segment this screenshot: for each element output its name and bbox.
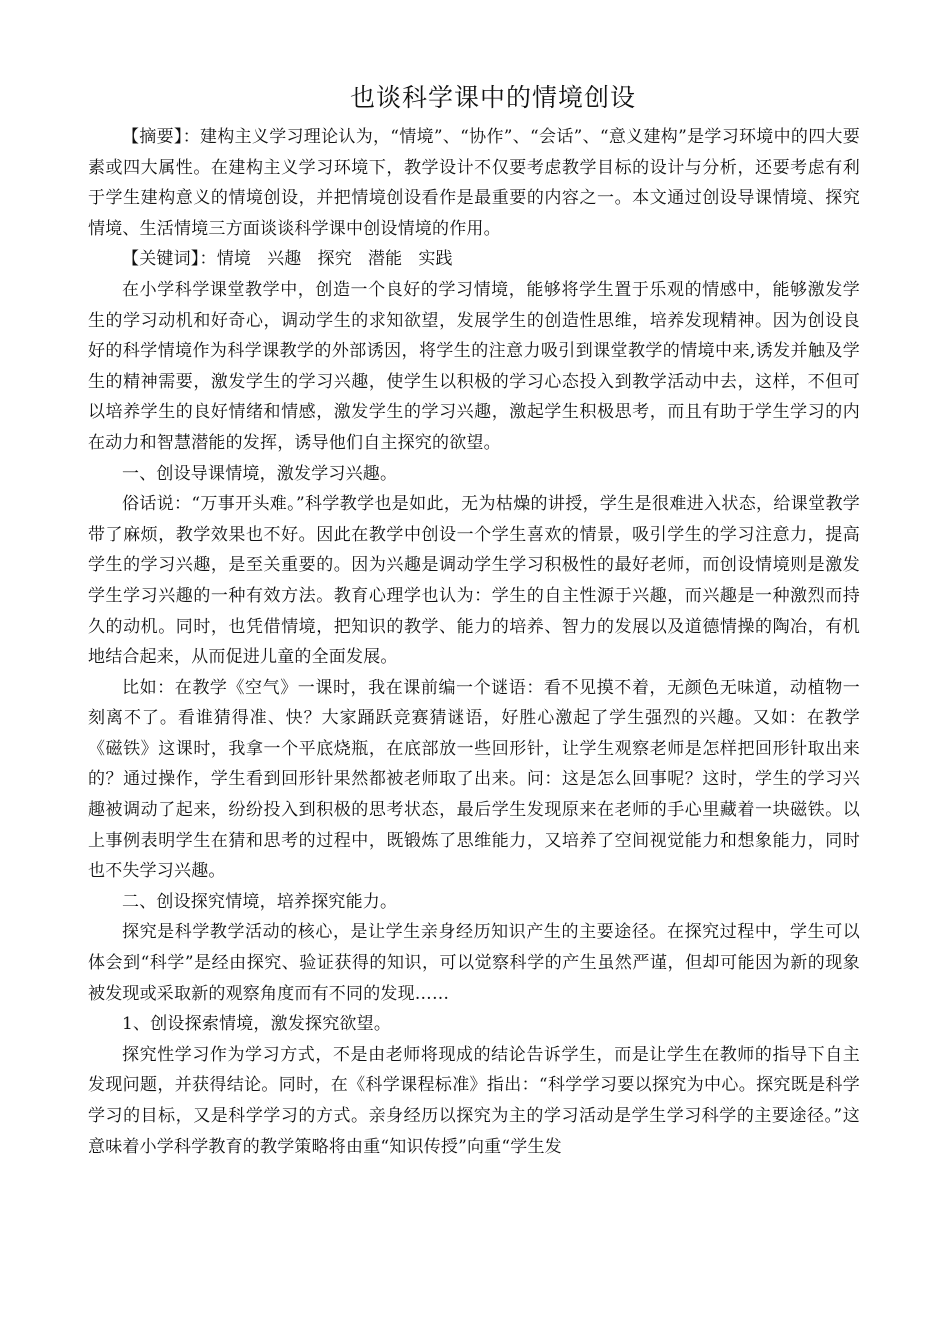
subsection-heading: 1、创设探索情境，激发探究欲望。	[122, 1014, 392, 1035]
keyword: 探究	[317, 249, 352, 270]
document-page	[88, 76, 860, 1162]
body-paragraph: 在小学科学课堂教学中，创造一个良好的学习情境，能够将学生置于乐观的情感中，能够激发学生的学习动机和好奇心，调动学生的求知欲望，发展学生的创造性思维，培养发现精神。因为创设良好的科学情境作为科学课教学的外部诱因，将学生的注意力吸引到课堂教学的情境中来,诱发并触及学生的精神需要，激发学生的学习兴趣，使学生以积极的学习心态投入到教学活动中去，这样，不但可以培养学生的良好情绪和情感，激发学生的学习兴趣，激起学生积极思考，而且有助于学生学习的内在动力和智慧潜能的发挥，诱导他们自主探究的欲望。	[88, 279, 860, 453]
keyword: 情境	[216, 249, 252, 270]
section-heading: 一、创设导课情境，激发学习兴趣。	[122, 463, 398, 484]
keywords-line	[88, 244, 860, 275]
body-paragraph: 比如：在教学《空气》一课时，我在课前编一个谜语：看不见摸不着，无颜色无味道，动植物一刻离不了。看谁猜得准、快？大家踊跃竞赛猜谜语，好胜心激起了学生强烈的兴趣。又如：在教学《磁铁》这课时，我拿一个平底烧瓶，在底部放一些回形针，让学生观察老师是怎样把回形针取出来的？通过操作，学生看到回形针果然都被老师取了出来。问：这是怎么回事呢？这时，学生的学习兴趣被调动了起来，纷纷投入到积极的思考状态，最后学生发现原来在老师的手心里藏着一块磁铁。以上事例表明学生在猜和思考的过程中，既锻炼了思维能力，又培养了空间视觉能力和想象能力，同时也不失学习兴趣。	[88, 677, 860, 882]
body-paragraph: 探究是科学教学活动的核心，是让学生亲身经历知识产生的主要途径。在探究过程中，学生可以体会到“科学”是经由探究、验证获得的知识，可以觉察科学的产生虽然严谨，但却可能因为新的现象被发现或采取新的观察角度而有不同的发现……	[88, 922, 860, 1004]
body-paragraph: 俗话说：“万事开头难。”科学教学也是如此，无为枯燥的讲授，学生是很难进入状态，给课堂教学带了麻烦，教学效果也不好。因此在教学中创设一个学生喜欢的情景，吸引学生的学习注意力，提高学生的学习兴趣，是至关重要的。因为兴趣是调动学生学习积极性的最好老师，而创设情境则是激发学生学习兴趣的一种有效方法。教育心理学也认为：学生的自主性源于兴趣，而兴趣是一种激烈而持久的动机。同时，也凭借情境，把知识的教学、能力的培养、智力的发展以及道德情操的陶冶，有机地结合起来，从而促进儿童的全面发展。	[88, 494, 860, 668]
body-paragraph: 探究性学习作为学习方式，不是由老师将现成的结论告诉学生，而是让学生在教师的指导下自主发现问题，并获得结论。同时，在《科学课程标准》指出：“科学学习要以探究为中心。探究既是科学学习的目标，又是科学学习的方式。亲身经历以探究为主的学习活动是学生学习科学的主要途径。”这意味着小学科学教育的教学策略将由重“知识传授”向重“学生发	[88, 1044, 860, 1157]
page-title: 也谈科学课中的情境创设	[349, 83, 636, 112]
keyword: 潜能	[367, 249, 403, 270]
abstract-paragraph: 【摘要】：建构主义学习理论认为，“情境”、“协作”、“会话”、“意义建构”是学习环境中的四大要素或四大属性。在建构主义学习环境下，教学设计不仅要考虑教学目标的设计与分析，还要考虑有利于学生建构意义的情境创设，并把情境创设看作是最重要的内容之一。本文通过创设导课情境、探究情境、生活情境三方面谈谈科学课中创设情境的作用。	[88, 127, 860, 239]
keyword: 实践	[418, 249, 453, 270]
keyword: 兴趣	[267, 249, 302, 270]
keywords-label: 【关键词】：	[122, 249, 217, 270]
section-heading: 二、创设探究情境，培养探究能力。	[122, 891, 398, 912]
